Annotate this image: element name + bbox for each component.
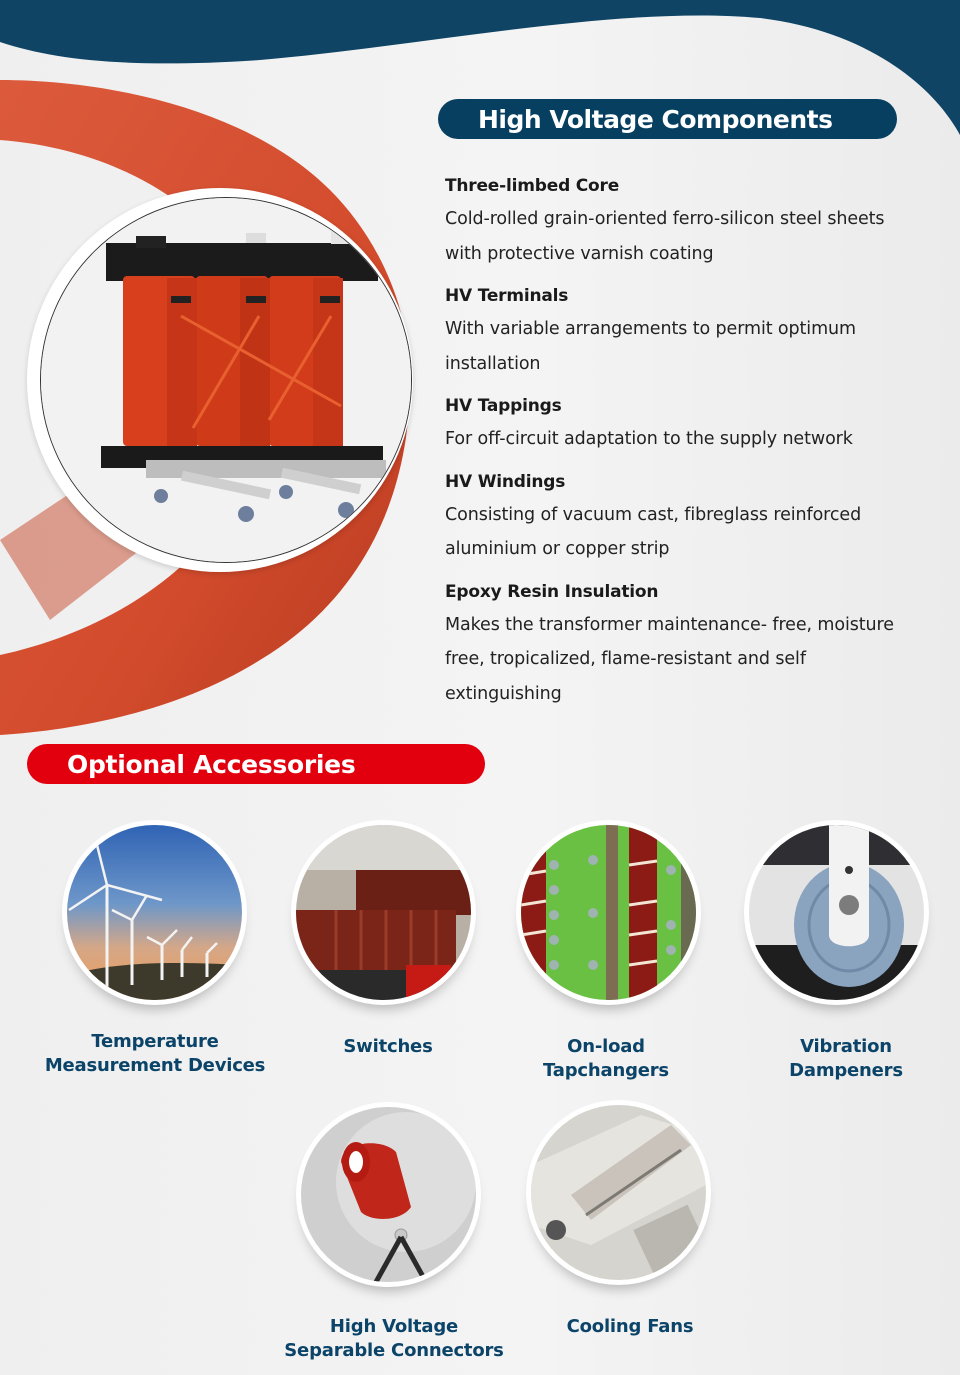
component-item — [445, 466, 960, 567]
component-description-line: with protective varnish coating — [445, 243, 714, 264]
section-title: Optional Accessories — [67, 749, 356, 779]
accessory-label-line: Temperature — [91, 1031, 219, 1052]
component-description-line: Makes the transformer maintenance- free, moisture — [445, 614, 894, 635]
hv-connector-image — [296, 1102, 481, 1287]
accessory-label-line: Vibration — [800, 1036, 892, 1057]
wind-turbines-image — [62, 820, 247, 1005]
accessory-label-line: Tapchangers — [543, 1060, 669, 1081]
cooling-fan-image — [526, 1100, 711, 1285]
component-title: HV Windings — [445, 471, 566, 492]
component-description-line: extinguishing — [445, 683, 562, 704]
cooling-fan-illustration — [531, 1105, 706, 1280]
section-title: High Voltage Components — [478, 104, 833, 134]
component-item — [445, 170, 960, 271]
accessory-label-line: High Voltage — [329, 1316, 459, 1337]
component-item — [445, 576, 960, 712]
component-title: HV Terminals — [445, 286, 569, 306]
component-description-line: With variable arrangements to permit optimum — [445, 319, 856, 339]
component-description-line: aluminium or copper strip — [445, 539, 670, 559]
accessory-label-line: On-load — [567, 1036, 645, 1057]
accessory-label-line: Separable Connectors — [284, 1340, 504, 1361]
accessory-label — [486, 1035, 726, 1083]
switch-insulators-illustration — [296, 825, 471, 1000]
accessory-label-line: Dampeners — [789, 1060, 903, 1081]
hv-connector-illustration — [301, 1107, 476, 1282]
accessory-label — [268, 1035, 508, 1059]
component-item — [445, 280, 960, 381]
tapchanger-panel-image — [516, 820, 701, 1005]
accessory-label-line: Measurement Devices — [44, 1055, 266, 1076]
component-description-line: Consisting of vacuum cast, fibreglass reinforced — [445, 504, 862, 525]
high-voltage-components-heading — [438, 99, 897, 139]
component-description-line: For off-circuit adaptation to the supply network — [445, 429, 853, 449]
components-list — [445, 170, 960, 720]
component-title: Three-limbed Core — [445, 176, 620, 196]
wind-turbines-illustration — [67, 825, 242, 1000]
damper-wheel-illustration — [749, 825, 924, 1000]
component-title: Epoxy Resin Insulation — [445, 581, 659, 602]
accessory-label-line: Cooling Fans — [566, 1316, 694, 1337]
component-description-line: Cold-rolled grain-oriented ferro-silicon steel sheets — [445, 209, 885, 229]
optional-accessories-heading — [27, 744, 485, 784]
component-description-line: free, tropicalized, flame-resistant and self — [445, 649, 806, 669]
component-title: HV Tappings — [445, 396, 562, 416]
accessory-label — [274, 1315, 514, 1363]
accessory-label — [35, 1030, 275, 1078]
component-description-line: installation — [445, 353, 541, 374]
accessory-label-line: Switches — [343, 1036, 433, 1057]
accessory-label — [726, 1035, 960, 1083]
component-item — [445, 390, 960, 457]
tapchanger-panel-illustration — [521, 825, 696, 1000]
switch-insulators-image — [291, 820, 476, 1005]
accessory-label — [510, 1315, 750, 1339]
transformer-illustration — [41, 198, 412, 563]
dry-type-transformer-image — [40, 197, 412, 563]
damper-wheel-image — [744, 820, 929, 1005]
